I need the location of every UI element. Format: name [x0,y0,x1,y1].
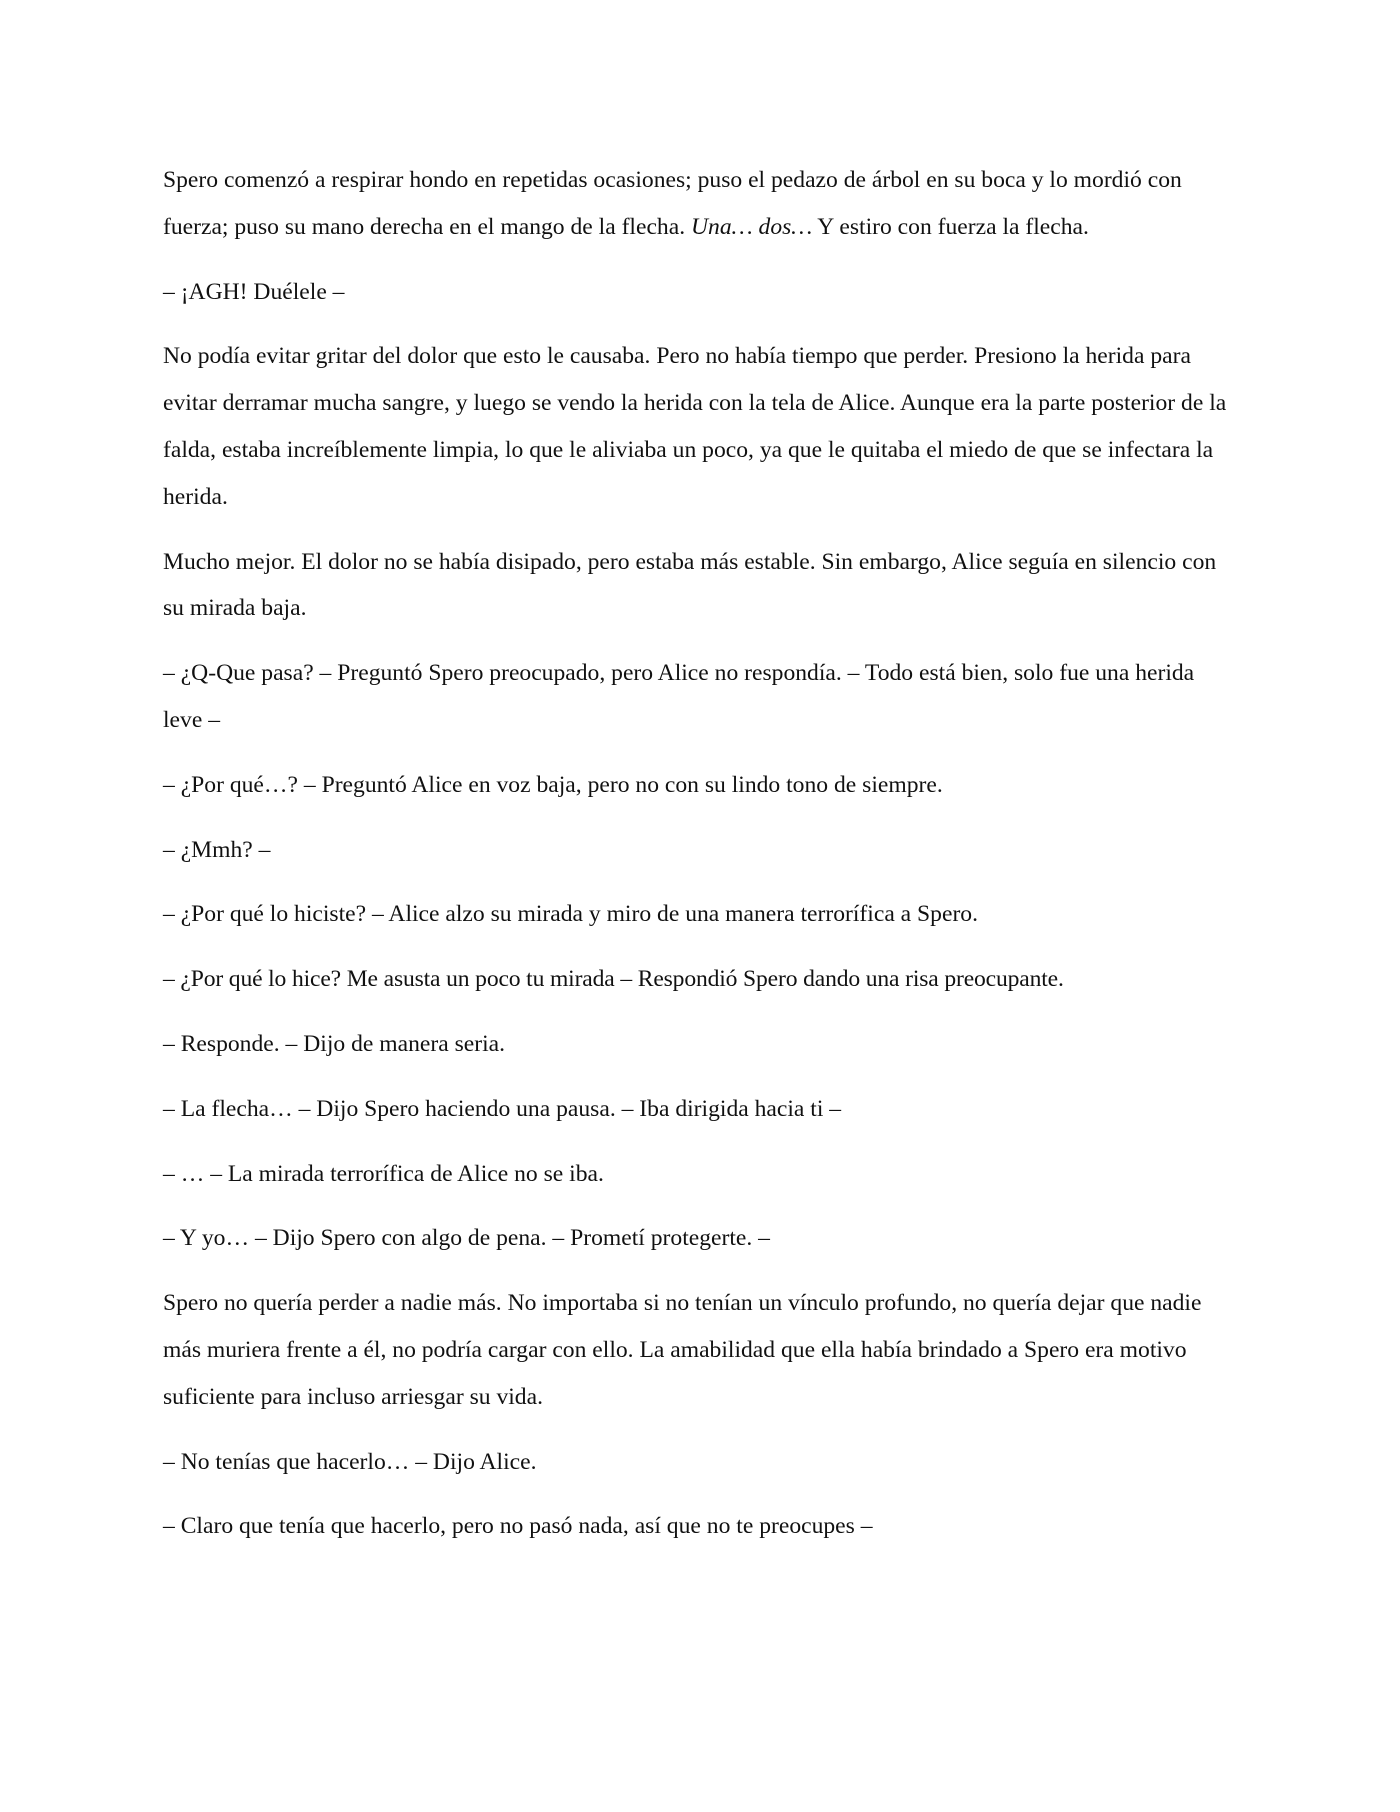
paragraph-11: – La flecha… – Dijo Spero haciendo una pausa. – Iba dirigida hacia ti – [163,1095,842,1122]
paragraph-3: No podía evitar gritar del dolor que esto le causaba. Pero no había tiempo que perder. Presiono la herida para evitar derramar mucha sangre, y luego se vendo la herida con la tela de Alice. Aunque era la parte posterior de la falda, estaba increíblemente limpia, lo que le aliviaba un poco, ya que le quitaba el miedo de que se infectara la herida. [163,343,1227,510]
document-page [163,157,1238,1568]
paragraph-7: – ¿Mmh? – [163,836,271,863]
paragraph-12: – … – La mirada terrorífica de Alice no se iba. [163,1160,604,1187]
paragraph-16: – Claro que tenía que hacerlo, pero no pasó nada, así que no te preocupes – [163,1513,873,1540]
paragraph-6: – ¿Por qué…? – Preguntó Alice en voz baja, pero no con su lindo tono de siempre. [163,771,943,798]
paragraph-13: – Y yo… – Dijo Spero con algo de pena. – Prometí protegerte. – [163,1225,770,1252]
paragraph-2: – ¡AGH! Duélele – [163,278,345,305]
paragraph-4: Mucho mejor. El dolor no se había disipado, pero estaba más estable. Sin embargo, Alice seguía en silencio con su mirada baja. [163,548,1217,622]
paragraph-1-text-end: Y estiro con fuerza la flecha. [812,213,1089,240]
paragraph-1 [163,157,1238,251]
paragraph-15: – No tenías que hacerlo… – Dijo Alice. [163,1448,537,1475]
paragraph-1-italic-count: Una… dos… [691,213,813,240]
paragraph-10: – Responde. – Dijo de manera seria. [163,1030,506,1057]
paragraph-1-text-start: Spero comenzó a respirar hondo en repetidas ocasiones; puso el pedazo de árbol en su boca y lo mordió con fuerza; puso su mano derecha en el mango de la flecha. [163,167,1182,240]
paragraph-8: – ¿Por qué lo hiciste? – Alice alzo su mirada y miro de una manera terrorífica a Spero. [163,901,978,928]
paragraph-9: – ¿Por qué lo hice? Me asusta un poco tu mirada – Respondió Spero dando una risa preocupante. [163,966,1064,993]
paragraph-5: – ¿Q-Que pasa? – Preguntó Spero preocupado, pero Alice no respondía. – Todo está bien, solo fue una herida leve – [163,660,1195,733]
paragraph-14: Spero no quería perder a nadie más. No importaba si no tenían un vínculo profundo, no quería dejar que nadie más muriera frente a él, no podría cargar con ello. La amabilidad que ella había brindado a Spero era motivo suficiente para incluso arriesgar su vida. [163,1290,1202,1410]
